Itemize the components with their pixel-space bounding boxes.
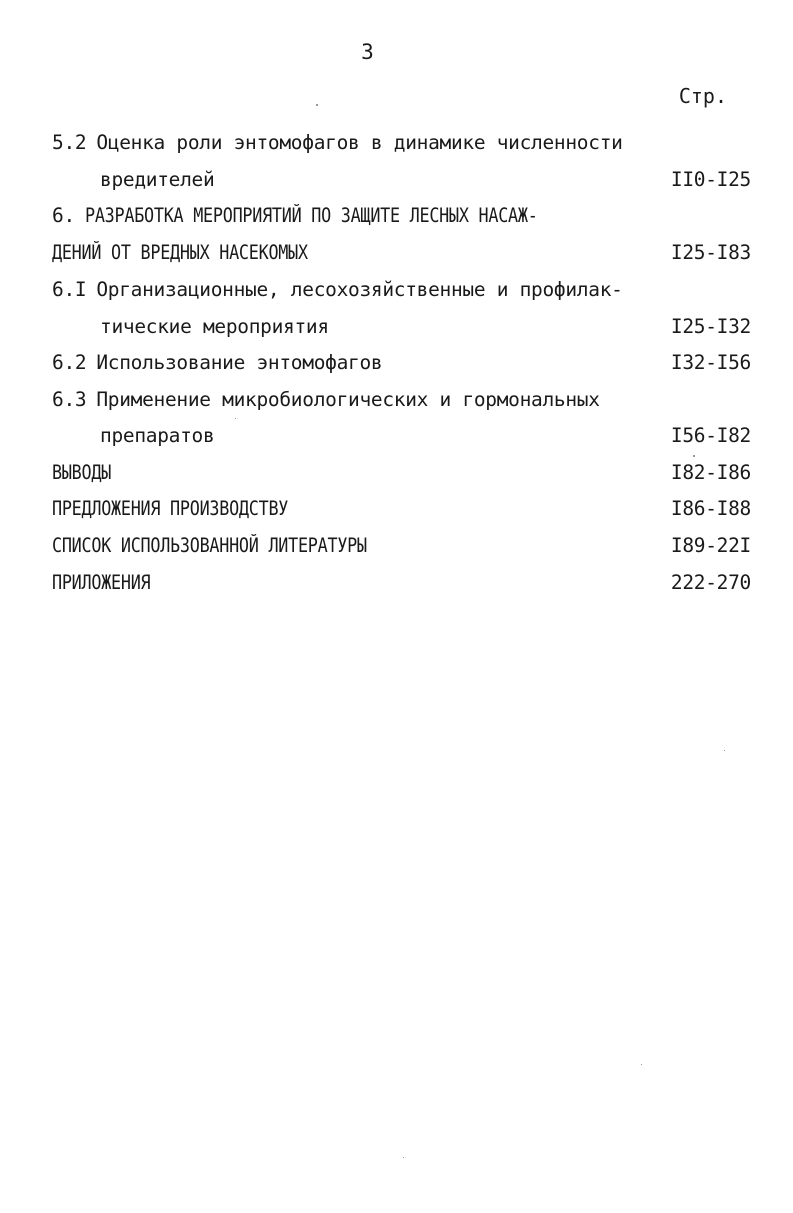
toc-entry-appendices-pages: 222-270 bbox=[670, 571, 751, 594]
scan-speck bbox=[316, 104, 318, 106]
scan-speck bbox=[235, 418, 236, 419]
toc-entry-references-pages: I89-22I bbox=[670, 534, 751, 557]
toc-entry-conclusions-pages: I82-I86 bbox=[670, 461, 751, 484]
toc-entry-title: ПРИЛОЖЕНИЯ bbox=[52, 571, 151, 594]
toc-entry-6-3-line-2: препаратов bbox=[100, 424, 215, 447]
toc-entry-number: 5.2 bbox=[52, 131, 87, 154]
toc-entry-number: 6. bbox=[52, 204, 75, 227]
scan-speck bbox=[724, 750, 725, 751]
toc-entry-6-1-pages: I25-I32 bbox=[670, 315, 751, 338]
pages-column-header: Стр. bbox=[678, 84, 727, 108]
toc-entry-title: РАЗРАБОТКА МЕРОПРИЯТИЙ ПО ЗАЩИТЕ ЛЕСНЫХ НАСАЖ- bbox=[84, 204, 538, 227]
toc-entry-6-3-line-1 bbox=[52, 388, 600, 411]
toc-entry-6-pages: I25-I83 bbox=[670, 241, 751, 264]
toc-entry-title-cont: ДЕНИЙ ОТ ВРЕДНЫХ НАСЕКОМЫХ bbox=[52, 241, 308, 264]
toc-entry-5-2-line-1 bbox=[52, 131, 623, 154]
toc-entry-proposals-pages: I86-I88 bbox=[670, 497, 751, 520]
scan-speck bbox=[403, 1157, 404, 1158]
toc-entry-number: 6.3 bbox=[52, 388, 87, 411]
toc-entry-references bbox=[52, 534, 418, 557]
page-number: 3 bbox=[361, 40, 374, 64]
toc-entry-conclusions bbox=[52, 461, 121, 484]
toc-entry-6-1-line-1 bbox=[52, 278, 623, 301]
toc-entry-5-2-line-2: вредителей bbox=[100, 168, 215, 191]
toc-entry-5-2-pages: II0-I25 bbox=[670, 168, 751, 191]
toc-entry-proposals bbox=[52, 497, 327, 520]
toc-entry-6-2-pages: I32-I56 bbox=[670, 351, 751, 374]
toc-entry-title: Использование энтомофагов bbox=[96, 351, 383, 374]
toc-entry-6-line-1 bbox=[52, 204, 611, 227]
toc-entry-title: Применение микробиологических и гормональных bbox=[96, 388, 600, 411]
scan-speck bbox=[693, 455, 695, 457]
toc-entry-6-1-line-2: тические мероприятия bbox=[100, 315, 329, 338]
scan-speck bbox=[641, 1064, 642, 1065]
toc-entry-title: Организационные, лесохозяйственные и профилак- bbox=[96, 278, 623, 301]
toc-entry-6-line-2 bbox=[52, 241, 349, 264]
toc-entry-6-2-line-1 bbox=[52, 351, 382, 374]
toc-entry-number: 6.2 bbox=[52, 351, 87, 374]
toc-entry-appendices bbox=[52, 571, 166, 594]
toc-entry-6-3-pages: I56-I82 bbox=[670, 424, 751, 447]
toc-entry-title: ПРЕДЛОЖЕНИЯ ПРОИЗВОДСТВУ bbox=[52, 497, 289, 520]
toc-entry-title: Оценка роли энтомофагов в динамике численности bbox=[96, 131, 623, 154]
toc-entry-title: СПИСОК ИСПОЛЬЗОВАННОЙ ЛИТЕРАТУРЫ bbox=[52, 534, 367, 557]
toc-entry-number: 6.I bbox=[52, 278, 87, 301]
toc-entry-title: ВЫВОДЫ bbox=[52, 461, 112, 484]
